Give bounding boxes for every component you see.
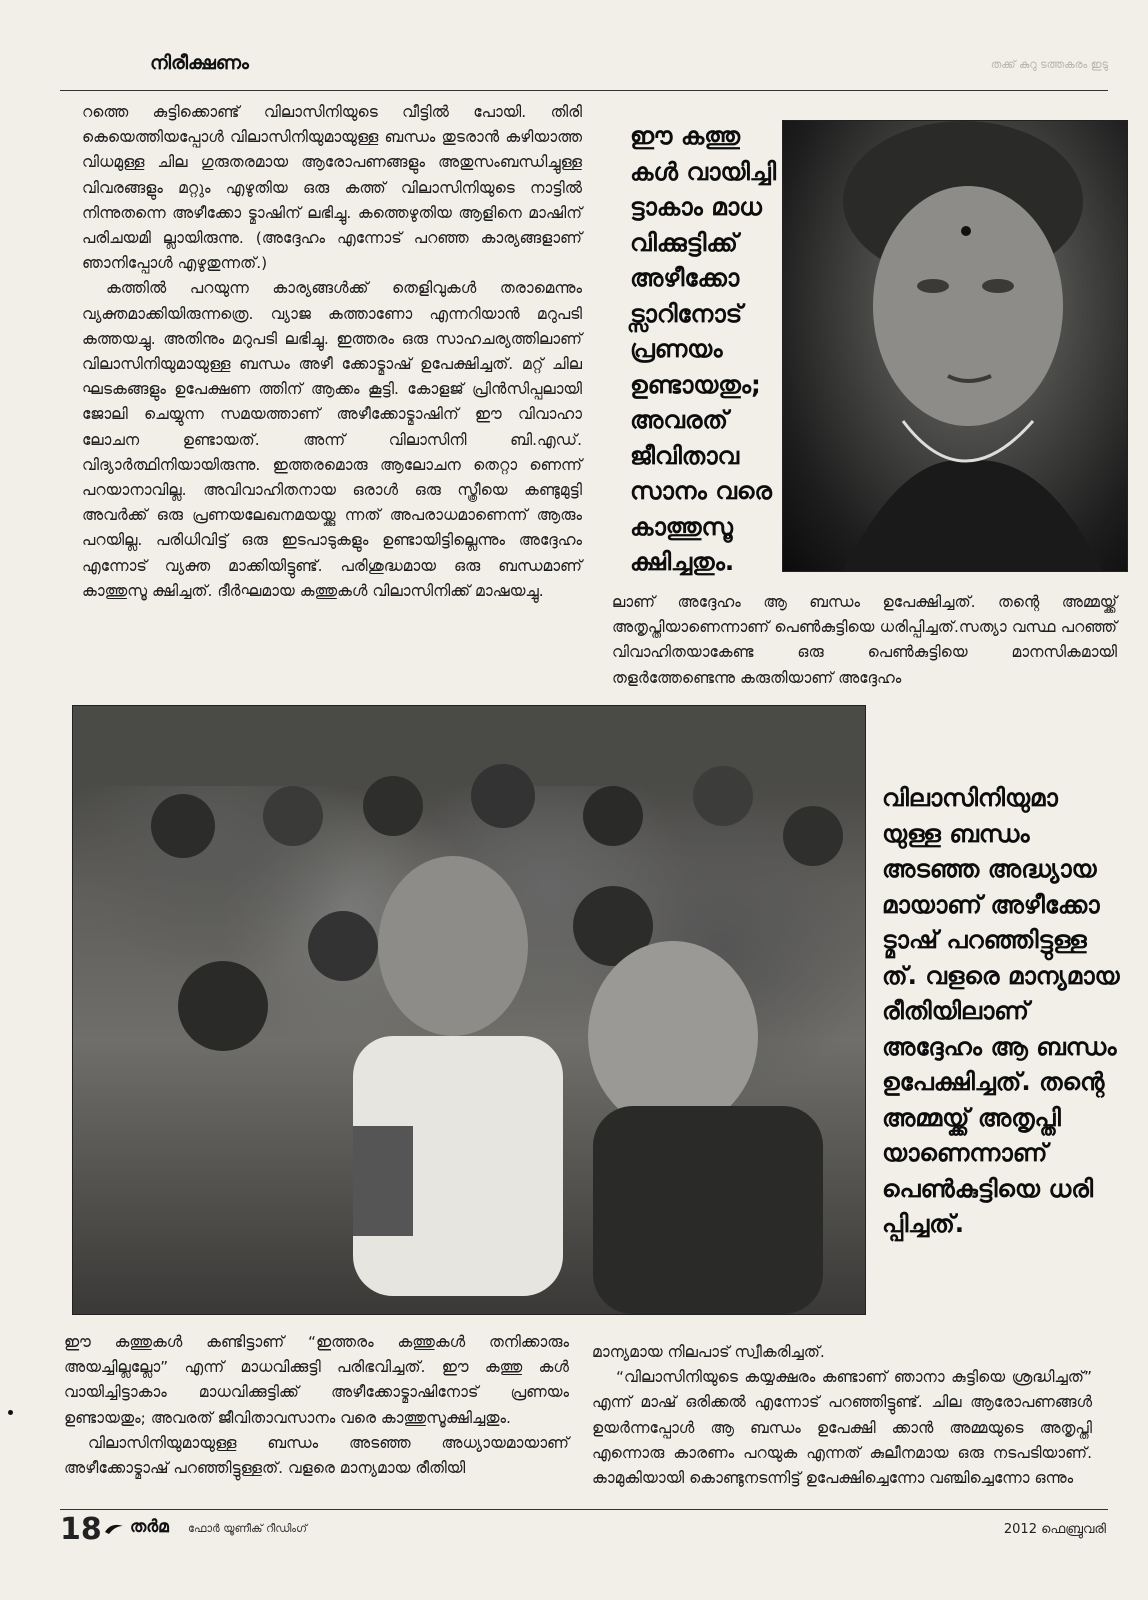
pull-quote-2: വിലാസിനിയുമാ യുള്ള ബന്ധം അടഞ്ഞ അദ്ധ്യായ മായാണ് അഴീക്കോ ട്മാഷ് പറഞ്ഞിട്ടുള്ള ത്. വളരെ മാന്യമായ രീതിയിലാണ് അദ്ദേഹം ആ ബന്ധം ഉപേക്ഷിച്ചത്. തന്റെ അമ്മയ്ക്ക് അതൃപ്തി യാണെന്നാണ് പെൺകുട്ടിയെ ധരി പ്പിച്ചത്. xyxy=(882,783,1120,1238)
paragraph: ഈ കത്തുകൾ കണ്ടിട്ടാണ് “ഇത്തരം കത്തുകൾ തനിക്കാരും അയച്ചില്ലല്ലോ” എന്ന് മാധവിക്കുട്ടി പരിഭവിച്ചത്. ഈ കത്തു കൾ വായിച്ചിട്ടാകാം മാധവിക്കുട്ടിക്ക് അഴീക്കോട്മാഷിനോട് പ്രണയം ഉണ്ടായതും; അവരത് ജീവിതാവസാനം വരെ കാത്തുസൂക്ഷിച്ചതും. xyxy=(64,1333,569,1427)
crowd-photo xyxy=(72,705,866,1315)
bleed-through-text: തക്ക് കുറു ടത്തകരം ഇടു xyxy=(990,58,1108,71)
pull-quote-1: ഈ കത്തു കൾ വായിച്ചി ട്ടാകാം മാധ വിക്കുട്ടിക്ക് അഴീക്കോ ട്സാറിനോട് പ്രണയം ഉണ്ടായതും; അവരത് ജീവിതാവ സാനം വരെ കാത്തുസൂ ക്ഷിച്ചതും. xyxy=(630,121,777,576)
article-column-bottom-right xyxy=(592,1340,1092,1491)
paragraph: കത്തിൽ പറയുന്ന കാര്യങ്ങൾക്ക് തെളിവുകൾ തരാമെന്നും വ്യക്തമാക്കിയിരുന്നത്രെ. വ്യാജ കത്താണോ എന്നറിയാൻ മറുപടി കത്തയച്ചു. അതിനും മറുപടി ലഭിച്ചു. ഇത്തരം ഒരു സാഹചര്യത്തിലാണ് വിലാസിനിയുമായുള്ള ബന്ധം അഴീ ക്കോട്മാഷ് ഉപേക്ഷിച്ചത്. മറ്റ് ചില ഘടകങ്ങളും ഉപേക്ഷണ ത്തിന് ആക്കം കൂട്ടി. കോളജ് പ്രിൻസിപ്പലായി ജോലി ചെയ്യുന്ന സമയത്താണ് അഴീക്കോട്മാഷിന് ഈ വിവാഹാ ലോചന ഉണ്ടായത്. അന്ന് വിലാസിനി ബി.എഡ്. വിദ്യാർത്ഥിനിയായിരുന്നു. ഇത്തരമൊരു ആലോചന തെറ്റാ ണെന്ന് പറയാനാവില്ല. അവിവാഹിതനായ ഒരാൾ ഒരു സ്ത്രീയെ കണ്ടുമുട്ടി അവർക്ക് ഒരു പ്രണയലേഖനമയയ്ക്കു ന്നത് അപരാധമാണെന്ന് ആരും പറയില്ല. പരിധിവിട്ട് ഒരു ഇടപാടുകളും ഉണ്ടായിട്ടില്ലെന്നും അദ്ദേഹം എന്നോട് വ്യക്ത മാക്കിയിട്ടുണ്ട്. പരിശുദ്ധമായ ഒരു ബന്ധമാണ് കാത്തുസൂ ക്ഷിച്ചത്. ദീർഘമായ കത്തുകൾ വിലാസിനിക്ക് മാഷയച്ചു. xyxy=(82,279,582,600)
paragraph: വിലാസിനിയുമായുള്ള ബന്ധം അടഞ്ഞ അധ്യായമായാണ് അഴീക്കോട്മാഷ് പറഞ്ഞിട്ടുള്ളത്. വളരെ മാന്യമായ രീതിയി xyxy=(64,1433,569,1478)
footer-rule xyxy=(60,1509,1108,1510)
section-title: നിരീക്ഷണം xyxy=(150,52,249,74)
portrait-figure xyxy=(783,121,1127,571)
article-column-bottom-left xyxy=(64,1330,569,1481)
brand-name: തർമ xyxy=(130,1517,169,1537)
print-speck xyxy=(8,1410,13,1415)
article-column-top-left xyxy=(82,100,582,604)
page-number: 18 xyxy=(60,1512,102,1547)
header-rule xyxy=(60,90,1108,91)
portrait-photo xyxy=(782,120,1128,572)
brand-swoosh-icon xyxy=(103,1520,125,1538)
issue-date: 2012 ഫെബ്രുവരി xyxy=(1003,1522,1106,1537)
crowd-figure xyxy=(73,706,865,1314)
paragraph: റത്തെ കുട്ടിക്കൊണ്ട് വിലാസിനിയുടെ വീട്ടിൽ പോയി. തിരി കെയെത്തിയപ്പോൾ വിലാസിനിയുമായുള്ള ബന്ധം തുടരാൻ കഴിയാത്ത വിധമുള്ള ചില ഗുരുതരമായ ആരോപണങ്ങളും അതുസംബന്ധിച്ചുള്ള വിവരങ്ങളും മറ്റും എഴുതിയ ഒരു കത്ത് വിലാസിനിയുടെ നാട്ടിൽ നിന്നുതന്നെ അഴീക്കോ ട്മാഷിന് ലഭിച്ചു. കത്തെഴുതിയ ആളിനെ മാഷിന് പരിചയമി ല്ലായിരുന്നു. (അദ്ദേഹം എന്നോട് പറഞ്ഞ കാര്യങ്ങളാണ് ഞാനിപ്പോൾ എഴുതുന്നത്.) xyxy=(82,103,582,273)
paragraph: “വിലാസിനിയുടെ കയ്യക്ഷരം കണ്ടാണ് ഞാനാ കുട്ടിയെ ശ്രദ്ധിച്ചത്” എന്ന് മാഷ് ഒരിക്കൽ എന്നോട് പറഞ്ഞിട്ടുണ്ട്. ചില ആരോപണങ്ങൾ ഉയർന്നപ്പോൾ ആ ബന്ധം ഉപേക്ഷി ക്കാൻ അമ്മയുടെ അതൃപ്തി എന്നൊരു കാരണം പറയുക എന്നത് കുലീനമായ ഒരു നടപടിയാണ്. കാമുകിയായി കൊണ്ടുനടന്നിട്ട് ഉപേക്ഷിച്ചെന്നോ വഞ്ചിച്ചെന്നോ ഒന്നും xyxy=(592,1368,1092,1488)
paragraph: മാന്യമായ നിലപാട് സ്വീകരിച്ചത്. xyxy=(592,1343,825,1361)
paragraph: ലാണ് അദ്ദേഹം ആ ബന്ധം ഉപേക്ഷിച്ചത്. തന്റെ അമ്മയ്ക്ക് അതൃപ്തിയാണെന്നാണ് പെൺകുട്ടിയെ ധരിപ്പിച്ചത്.സത്യാ വസ്ഥ പറഞ്ഞ് വിവാഹിതയാകേണ്ട ഒരു പെൺകുട്ടിയെ മാനസികമായി തളർത്തേണ്ടെന്നു കരുതിയാണ് അദ്ദേഹം xyxy=(612,593,1117,687)
brand-tagline: ഫോർ യൂണീക് റീഡിംഗ് xyxy=(188,1522,307,1535)
article-column-top-right xyxy=(612,590,1117,691)
